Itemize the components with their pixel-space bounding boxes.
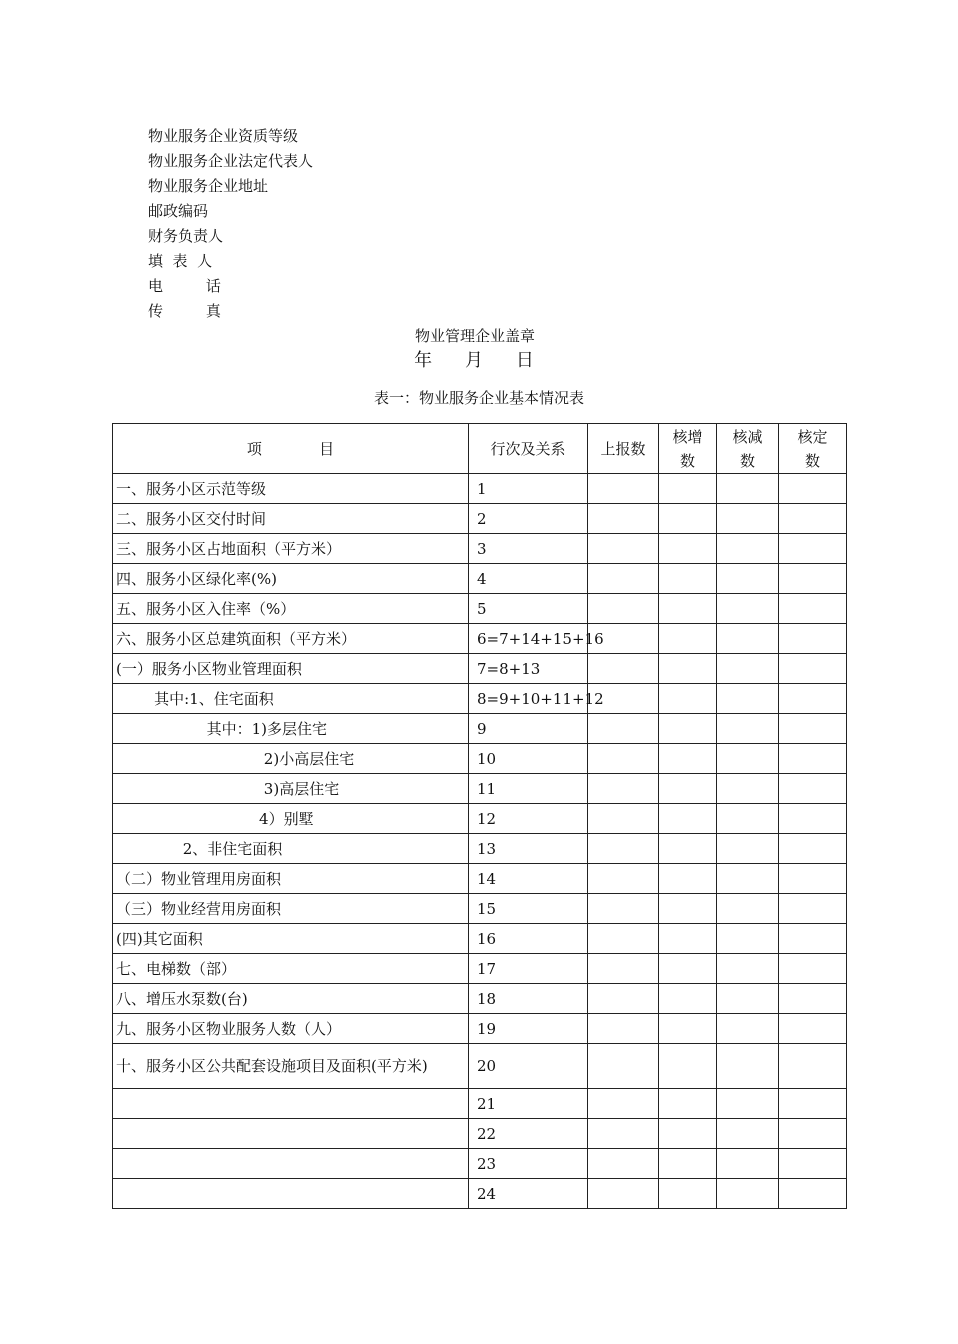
- decrease-cell[interactable]: [717, 534, 779, 564]
- final-cell[interactable]: [779, 1089, 847, 1119]
- final-cell[interactable]: [779, 654, 847, 684]
- reported-cell[interactable]: [588, 804, 659, 834]
- increase-cell[interactable]: [659, 564, 717, 594]
- field-finance-manager: 财务负责人: [148, 227, 224, 245]
- field-telephone: 电 话: [148, 277, 221, 295]
- final-cell[interactable]: [779, 834, 847, 864]
- increase-cell[interactable]: [659, 1149, 717, 1179]
- row-item: 七、电梯数（部）: [113, 954, 469, 984]
- decrease-cell[interactable]: [717, 924, 779, 954]
- row-item: 五、服务小区入住率（%）: [113, 594, 469, 624]
- decrease-cell[interactable]: [717, 1089, 779, 1119]
- final-cell[interactable]: [779, 804, 847, 834]
- row-relation: 4: [469, 564, 588, 594]
- row-relation: 12: [469, 804, 588, 834]
- row-item: 六、服务小区总建筑面积（平方米）: [113, 624, 469, 654]
- row-item: 四、服务小区绿化率(%): [113, 564, 469, 594]
- decrease-cell[interactable]: [717, 714, 779, 744]
- row-relation: 23: [469, 1149, 588, 1179]
- basic-info-table: [112, 423, 847, 1209]
- reported-cell[interactable]: [588, 954, 659, 984]
- decrease-cell[interactable]: [717, 1044, 779, 1089]
- row-item: 其中：1)多层住宅: [113, 714, 469, 744]
- table-row: [113, 1044, 847, 1089]
- reported-cell[interactable]: [588, 1014, 659, 1044]
- row-item: 八、增压水泵数(台): [113, 984, 469, 1014]
- decrease-cell[interactable]: [717, 474, 779, 504]
- row-relation: 24: [469, 1179, 588, 1209]
- increase-cell[interactable]: [659, 624, 717, 654]
- row-item[interactable]: [113, 1149, 469, 1179]
- table-header-row: [113, 424, 847, 474]
- row-item: 2)小高层住宅: [113, 744, 469, 774]
- decrease-cell[interactable]: [717, 984, 779, 1014]
- decrease-cell[interactable]: [717, 564, 779, 594]
- increase-cell[interactable]: [659, 774, 717, 804]
- final-cell[interactable]: [779, 1179, 847, 1209]
- final-cell[interactable]: [779, 894, 847, 924]
- row-relation: 16: [469, 924, 588, 954]
- table-row: [113, 684, 847, 714]
- reported-cell[interactable]: [588, 924, 659, 954]
- increase-cell[interactable]: [659, 1044, 717, 1089]
- table-row: [113, 1179, 847, 1209]
- reported-cell[interactable]: [588, 834, 659, 864]
- date-label: 年 月 日: [414, 350, 536, 371]
- reported-cell[interactable]: [588, 474, 659, 504]
- field-postal-code: 邮政编码: [148, 202, 209, 220]
- table-row: [113, 804, 847, 834]
- row-item: 4）别墅: [113, 804, 469, 834]
- row-item: 一、服务小区示范等级: [113, 474, 469, 504]
- field-fax: 传 真: [148, 302, 221, 320]
- row-relation: 9: [469, 714, 588, 744]
- table-title: 表一：物业服务企业基本情况表: [373, 389, 584, 407]
- row-item[interactable]: [113, 1089, 469, 1119]
- decrease-cell[interactable]: [717, 774, 779, 804]
- final-cell[interactable]: [779, 1044, 847, 1089]
- decrease-cell[interactable]: [717, 1119, 779, 1149]
- increase-cell[interactable]: [659, 474, 717, 504]
- row-item: 二、服务小区交付时间: [113, 504, 469, 534]
- increase-cell[interactable]: [659, 744, 717, 774]
- header-relation: 行次及关系: [469, 424, 588, 474]
- increase-cell[interactable]: [659, 504, 717, 534]
- increase-cell[interactable]: [659, 834, 717, 864]
- final-cell[interactable]: [779, 744, 847, 774]
- row-item: 十、服务小区公共配套设施项目及面积(平方米): [113, 1044, 469, 1089]
- decrease-cell[interactable]: [717, 654, 779, 684]
- table-row: [113, 894, 847, 924]
- reported-cell[interactable]: [588, 1179, 659, 1209]
- row-item: 九、服务小区物业服务人数（人）: [113, 1014, 469, 1044]
- row-relation: 18: [469, 984, 588, 1014]
- header-verified-increase: 核增 数: [659, 424, 717, 474]
- increase-cell[interactable]: [659, 1119, 717, 1149]
- decrease-cell[interactable]: [717, 744, 779, 774]
- row-relation: 6=7+14+15+16: [469, 624, 588, 654]
- decrease-cell[interactable]: [717, 864, 779, 894]
- row-relation: 8=9+10+11+12: [469, 684, 588, 714]
- row-relation: 11: [469, 774, 588, 804]
- table-row: [113, 714, 847, 744]
- row-relation: 17: [469, 954, 588, 984]
- final-cell[interactable]: [779, 564, 847, 594]
- table-row: [113, 504, 847, 534]
- increase-cell[interactable]: [659, 654, 717, 684]
- table-row: [113, 564, 847, 594]
- row-relation: 2: [469, 504, 588, 534]
- decrease-cell[interactable]: [717, 834, 779, 864]
- row-item: 其中:1、住宅面积: [113, 684, 469, 714]
- final-cell[interactable]: [779, 714, 847, 744]
- reported-cell[interactable]: [588, 1149, 659, 1179]
- final-cell[interactable]: [779, 1119, 847, 1149]
- table-row: [113, 654, 847, 684]
- increase-cell[interactable]: [659, 714, 717, 744]
- header-verified-final: 核定 数: [779, 424, 847, 474]
- field-address: 物业服务企业地址: [148, 177, 269, 195]
- row-item: （二）物业管理用房面积: [113, 864, 469, 894]
- table-row: [113, 744, 847, 774]
- row-relation: 3: [469, 534, 588, 564]
- decrease-cell[interactable]: [717, 894, 779, 924]
- row-item: （三）物业经营用房面积: [113, 894, 469, 924]
- reported-cell[interactable]: [588, 714, 659, 744]
- table-row: [113, 954, 847, 984]
- reported-cell[interactable]: [588, 654, 659, 684]
- row-relation: 1: [469, 474, 588, 504]
- table-row: [113, 834, 847, 864]
- decrease-cell[interactable]: [717, 1149, 779, 1179]
- final-cell[interactable]: [779, 684, 847, 714]
- table-row: [113, 594, 847, 624]
- enterprise-info-fields: [148, 124, 313, 324]
- final-cell[interactable]: [779, 534, 847, 564]
- increase-cell[interactable]: [659, 954, 717, 984]
- final-cell[interactable]: [779, 594, 847, 624]
- table-row: [113, 1089, 847, 1119]
- row-relation: 13: [469, 834, 588, 864]
- table-row: [113, 774, 847, 804]
- row-item[interactable]: [113, 1119, 469, 1149]
- final-cell[interactable]: [779, 954, 847, 984]
- row-relation: 21: [469, 1089, 588, 1119]
- increase-cell[interactable]: [659, 1089, 717, 1119]
- company-seal-label: 物业管理企业盖章: [414, 327, 535, 345]
- final-cell[interactable]: [779, 624, 847, 654]
- row-item: (四)其它面积: [113, 924, 469, 954]
- row-relation: 14: [469, 864, 588, 894]
- final-cell[interactable]: [779, 474, 847, 504]
- table-row: [113, 864, 847, 894]
- decrease-cell[interactable]: [717, 624, 779, 654]
- decrease-cell[interactable]: [717, 954, 779, 984]
- decrease-cell[interactable]: [717, 594, 779, 624]
- decrease-cell[interactable]: [717, 684, 779, 714]
- row-relation: 20: [469, 1044, 588, 1089]
- reported-cell[interactable]: [588, 534, 659, 564]
- table-row: [113, 534, 847, 564]
- increase-cell[interactable]: [659, 984, 717, 1014]
- final-cell[interactable]: [779, 774, 847, 804]
- table-row: [113, 984, 847, 1014]
- table-row: [113, 1119, 847, 1149]
- reported-cell[interactable]: [588, 504, 659, 534]
- table-row: [113, 924, 847, 954]
- increase-cell[interactable]: [659, 594, 717, 624]
- final-cell[interactable]: [779, 924, 847, 954]
- reported-cell[interactable]: [588, 864, 659, 894]
- increase-cell[interactable]: [659, 1179, 717, 1209]
- field-legal-representative: 物业服务企业法定代表人: [148, 152, 314, 170]
- decrease-cell[interactable]: [717, 1179, 779, 1209]
- reported-cell[interactable]: [588, 1044, 659, 1089]
- row-relation: 5: [469, 594, 588, 624]
- final-cell[interactable]: [779, 1149, 847, 1179]
- table-row: [113, 624, 847, 654]
- table-row: [113, 474, 847, 504]
- header-verified-decrease: 核减 数: [717, 424, 779, 474]
- final-cell[interactable]: [779, 504, 847, 534]
- increase-cell[interactable]: [659, 684, 717, 714]
- reported-cell[interactable]: [588, 984, 659, 1014]
- reported-cell[interactable]: [588, 1089, 659, 1119]
- reported-cell[interactable]: [588, 774, 659, 804]
- increase-cell[interactable]: [659, 864, 717, 894]
- table-row: [113, 1014, 847, 1044]
- decrease-cell[interactable]: [717, 804, 779, 834]
- reported-cell[interactable]: [588, 564, 659, 594]
- row-relation: 19: [469, 1014, 588, 1044]
- reported-cell[interactable]: [588, 594, 659, 624]
- row-item[interactable]: [113, 1179, 469, 1209]
- row-relation: 22: [469, 1119, 588, 1149]
- field-qualification-grade: 物业服务企业资质等级: [148, 127, 299, 145]
- header-item: 项 目: [113, 424, 469, 474]
- row-relation: 15: [469, 894, 588, 924]
- reported-cell[interactable]: [588, 1119, 659, 1149]
- final-cell[interactable]: [779, 1014, 847, 1044]
- increase-cell[interactable]: [659, 924, 717, 954]
- increase-cell[interactable]: [659, 894, 717, 924]
- increase-cell[interactable]: [659, 1014, 717, 1044]
- decrease-cell[interactable]: [717, 1014, 779, 1044]
- row-item: 3)高层住宅: [113, 774, 469, 804]
- table-row: [113, 1149, 847, 1179]
- row-item: 2、非住宅面积: [113, 834, 469, 864]
- field-form-filler: 填 表 人: [148, 252, 213, 270]
- reported-cell[interactable]: [588, 894, 659, 924]
- decrease-cell[interactable]: [717, 504, 779, 534]
- increase-cell[interactable]: [659, 804, 717, 834]
- final-cell[interactable]: [779, 864, 847, 894]
- row-item: (一）服务小区物业管理面积: [113, 654, 469, 684]
- final-cell[interactable]: [779, 984, 847, 1014]
- row-relation: 7=8+13: [469, 654, 588, 684]
- increase-cell[interactable]: [659, 534, 717, 564]
- row-relation: 10: [469, 744, 588, 774]
- reported-cell[interactable]: [588, 744, 659, 774]
- header-reported: 上报数: [588, 424, 659, 474]
- row-item: 三、服务小区占地面积（平方米）: [113, 534, 469, 564]
